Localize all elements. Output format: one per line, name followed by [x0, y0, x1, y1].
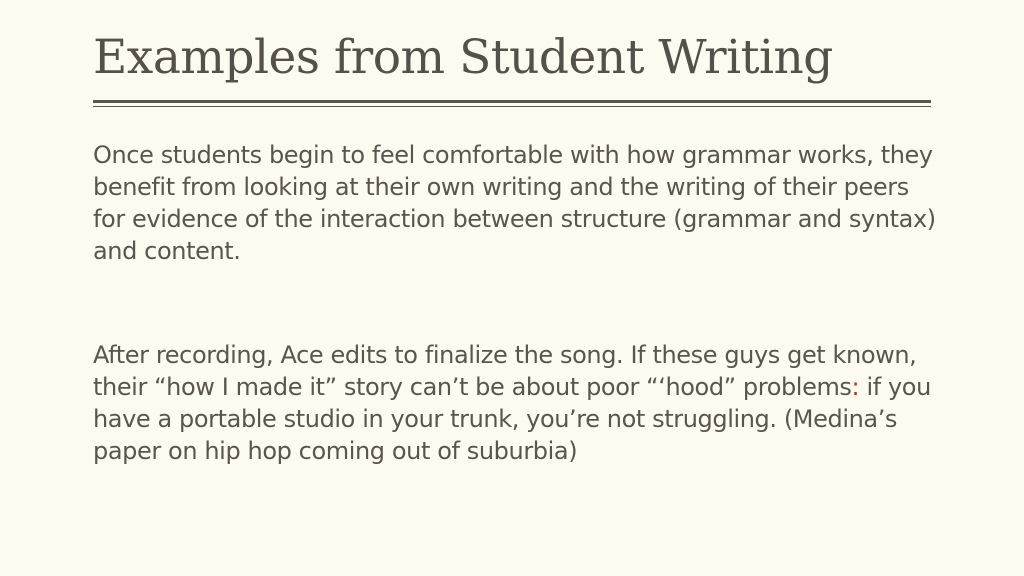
example-text-start: After recording, Ace edits to finalize the song. If these guys get known, their “how I made it” story can’t be about poor “‘hood” problems [93, 341, 917, 401]
intro-paragraph: Once students begin to feel comfortable with how grammar works, they benefit from looking at their own writing and the writing of their peers for evidence of the interaction between structure (grammar and syntax) and content. [93, 141, 936, 265]
slide-title: Examples from Student Writing [93, 30, 833, 85]
title-underline-thin [93, 106, 931, 107]
student-example-paragraph [93, 339, 943, 467]
title-underline-thick [93, 100, 931, 103]
example-text-end: if you have a portable studio in your trunk, you’re not struggling. (Medina’s paper on hip hop coming out of suburbia) [93, 373, 931, 465]
highlighted-colon: : [851, 373, 860, 401]
